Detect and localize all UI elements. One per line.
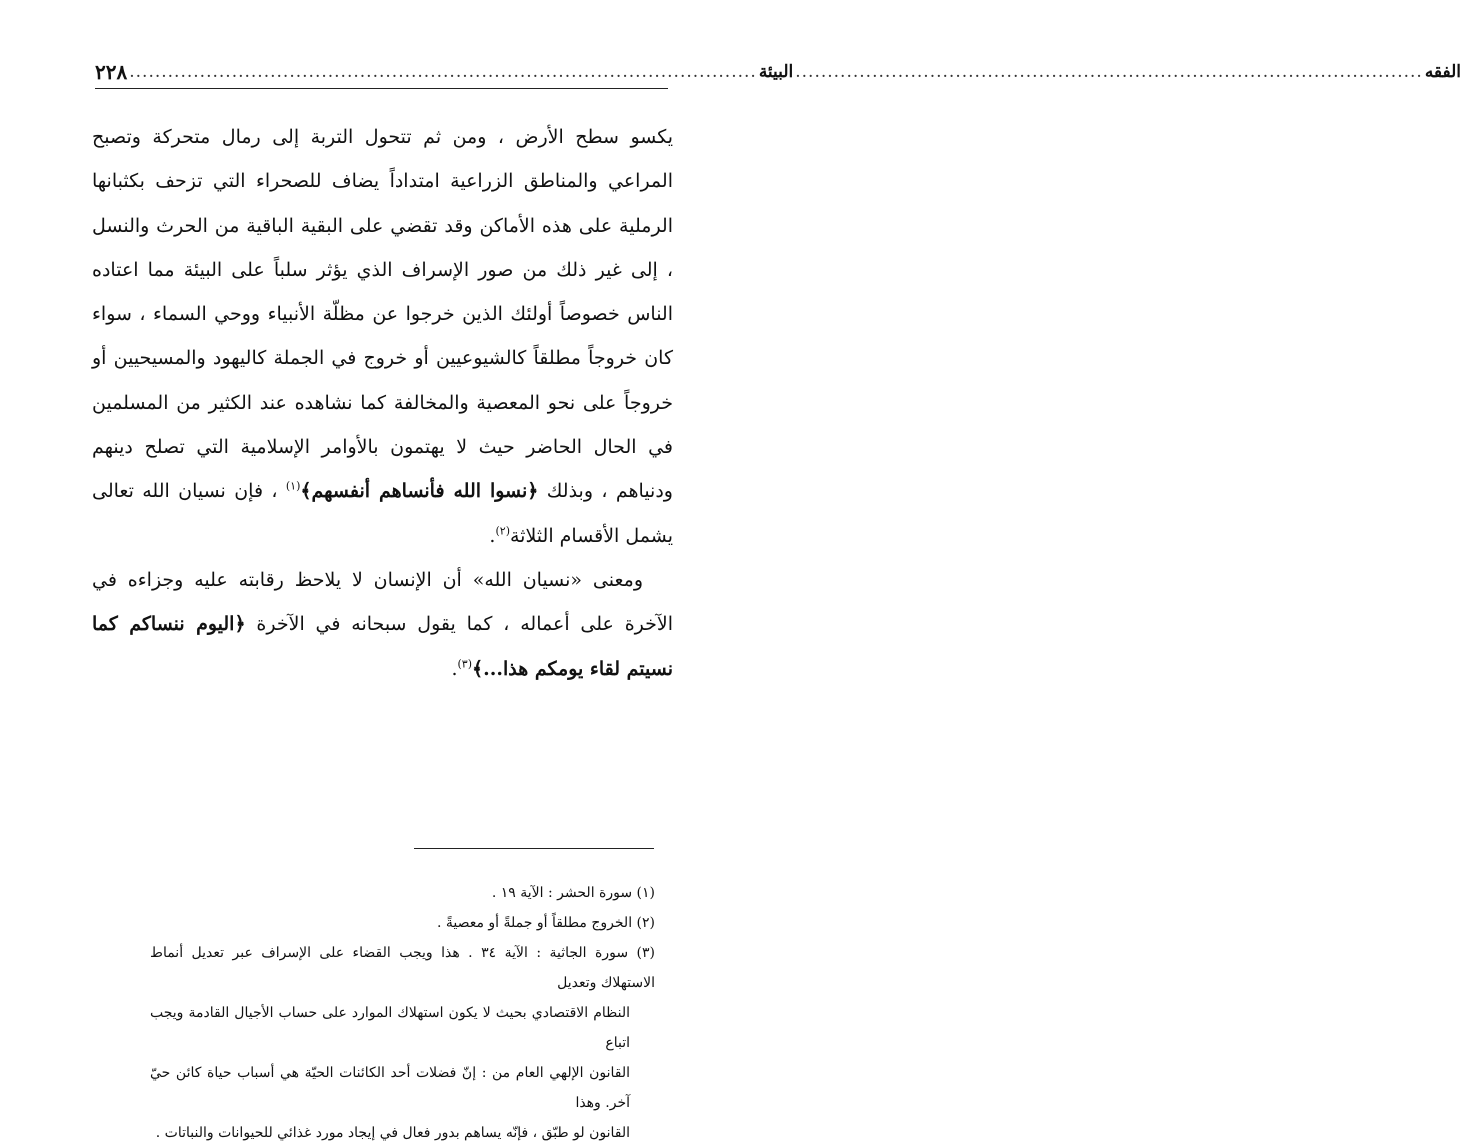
header-rule	[95, 88, 668, 89]
paragraph-2-text: ومعنى «نسيان الله» أن الإنسان لا يلاحظ رقابته عليه وجزاءه في الآخرة على أعماله ، كما يقول سبحانه في الآخرة	[92, 568, 674, 636]
header-dot-leader: ..................................................................................................	[129, 62, 757, 82]
paragraph-1-text: يكسو سطح الأرض ، ومن ثم تتحول التربة إلى رمال متحركة وتصبح المراعي والمناطق الزراعية امتداداً يضاف للصحراء التي تزحف بكثبانها الرملية على هذه الأماكن وقد تقضي على البقية الباقية من الحرث والنسل ، إلى غير ذلك من صور الإسراف الذي يؤثر سلباً على البيئة مما اعتاده الناس خصوصاً أولئك الذين خرجوا عن مظلّة الأنبياء ووحي السماء ، سواء كان خروجاً مطلقاً كالشيوعيين أو خروج في الجملة كاليهود والمسيحيين أو خروجاً على نحو المعصية والمخالفة كما نشاهده عند الكثير من المسلمين في الحال الحاضر حيث لا يهتمون بالأوامر الإسلامية التي تصلح دينهم ودنياهم ، وبذلك	[92, 126, 673, 503]
main-text	[92, 115, 673, 691]
quran-verse-1: ﴿نسوا الله فأنساهم أنفسهم﴾	[300, 480, 539, 503]
footnote-2: (٢) الخروج مطلقاً أو جملةً أو معصيةً .	[436, 915, 655, 931]
footnote-1: (١) سورة الحشر : الآية ١٩ .	[491, 885, 655, 901]
footnote-ref-2: (٢)	[495, 524, 510, 538]
footnote-3-line-1: (٣) سورة الجاثية : الآية ٣٤ . هذا ويجب القضاء على الإسراف عبر تعديل أنماط الاستهلاك وتعديل	[150, 945, 655, 991]
paragraph-1	[92, 115, 673, 558]
footnote-ref-3: (٣)	[457, 657, 473, 671]
header-dot-leader: ..................................................................................................	[795, 62, 1423, 82]
quran-verse-2: ﴿اليوم ننساكم كما نسيتم لقاء يومكم هذا...﴾	[92, 613, 673, 680]
header-chapter-title: الفقه	[1424, 62, 1461, 82]
paragraph-2	[92, 558, 673, 691]
footnotes	[150, 878, 655, 1148]
paragraph-1-end: .	[489, 524, 496, 547]
paragraph-2-end: .	[451, 657, 458, 680]
running-header	[95, 56, 1461, 88]
header-section-title: البيئة	[758, 62, 794, 82]
footnote-ref-1: (١)	[285, 480, 301, 494]
page-number: ٢٢٨	[95, 60, 128, 84]
footnote-3-line-3: القانون الإلهي العام من : إنّ فضلات أحد الكائنات الحيّة هي أسباب حياة كائن حيّ آخر. وهذا	[150, 1065, 630, 1111]
footnote-3-line-2: النظام الاقتصادي بحيث لا يكون استهلاك الموارد على حساب الأجيال القادمة ويجب اتباع	[150, 1005, 630, 1051]
footnote-separator	[414, 848, 654, 849]
footnote-3-line-4: القانون لو طبّق ، فإنّه يساهم بدور فعال في إيجاد مورد غذائي للحيوانات والنباتات .	[155, 1125, 630, 1141]
paragraph-1-continuation: ، فإن نسيان الله تعالى يشمل الأقسام الثلاثة	[92, 480, 673, 547]
